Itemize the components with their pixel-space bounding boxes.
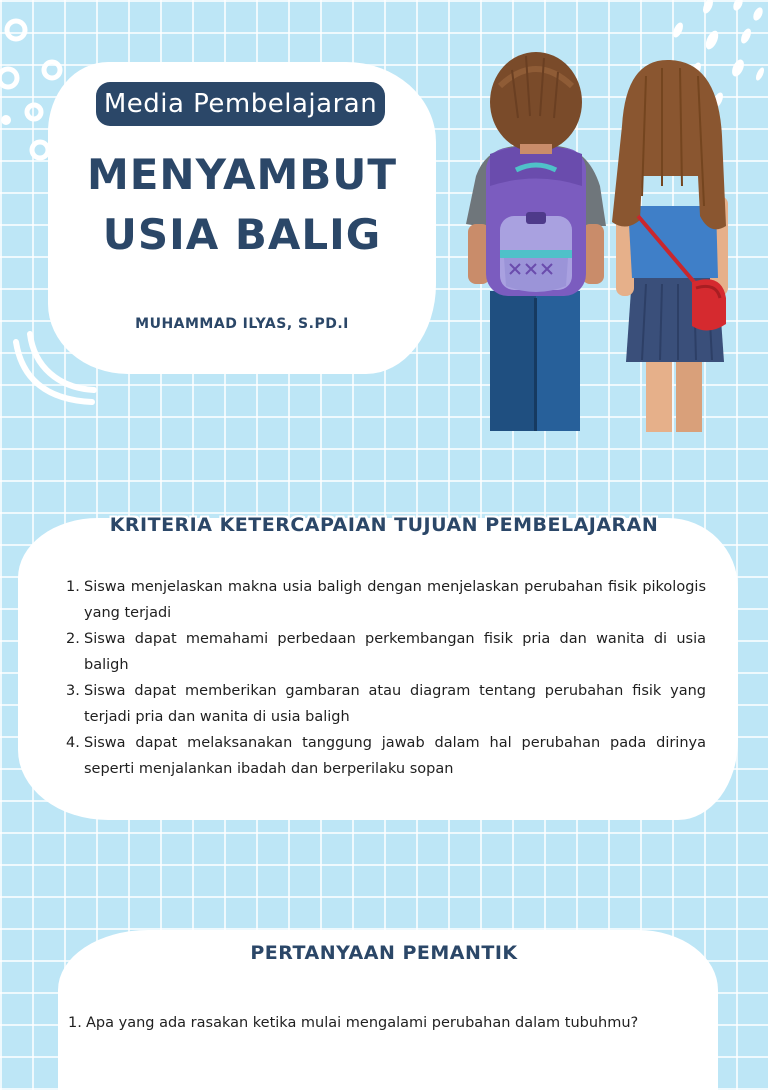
objectives-heading: KRITERIA KETERCAPAIAN TUJUAN PEMBELAJARAN bbox=[109, 514, 659, 536]
author-name: MUHAMMAD ILYAS, S.PD.I bbox=[135, 316, 349, 332]
page-title-line1: MENYAMBUT bbox=[86, 150, 398, 199]
list-item-text: Siswa dapat memahami perbedaan perkembangan fisik pria dan wanita di usia baligh bbox=[84, 631, 706, 673]
subject-label: Media Pembelajaran bbox=[96, 82, 385, 126]
list-item-number: 3. bbox=[66, 683, 80, 699]
questions-heading: PERTANYAAN PEMANTIK bbox=[250, 942, 518, 964]
list-item bbox=[66, 678, 706, 730]
list-item-number: 4. bbox=[66, 735, 80, 751]
list-item bbox=[68, 1010, 708, 1036]
list-item-number: 1. bbox=[68, 1015, 82, 1031]
list-item-text: Apa yang ada rasakan ketika mulai mengalami perubahan dalam tubuhmu? bbox=[86, 1015, 639, 1031]
list-item-text: Siswa menjelaskan makna usia baligh dengan menjelaskan perubahan fisik pikologis yang terjadi bbox=[84, 579, 706, 621]
list-item bbox=[66, 730, 706, 782]
girl-with-bag-illustration bbox=[612, 60, 728, 432]
questions-list bbox=[68, 1010, 708, 1036]
list-item bbox=[66, 574, 706, 626]
boy-with-backpack-illustration bbox=[466, 52, 606, 431]
page-title-line2: USIA BALIG bbox=[102, 210, 382, 259]
students-illustration bbox=[456, 36, 736, 436]
list-item-text: Siswa dapat memberikan gambaran atau diagram tentang perubahan fisik yang terjadi pria dan wanita di usia baligh bbox=[84, 683, 706, 725]
list-item bbox=[66, 626, 706, 678]
list-item-text: Siswa dapat melaksanakan tanggung jawab dalam hal perubahan pada dirinya seperti menjalankan ibadah dan berperilaku sopan bbox=[84, 735, 706, 777]
list-item-number: 1. bbox=[66, 579, 80, 595]
objectives-list bbox=[66, 574, 706, 782]
list-item-number: 2. bbox=[66, 631, 80, 647]
